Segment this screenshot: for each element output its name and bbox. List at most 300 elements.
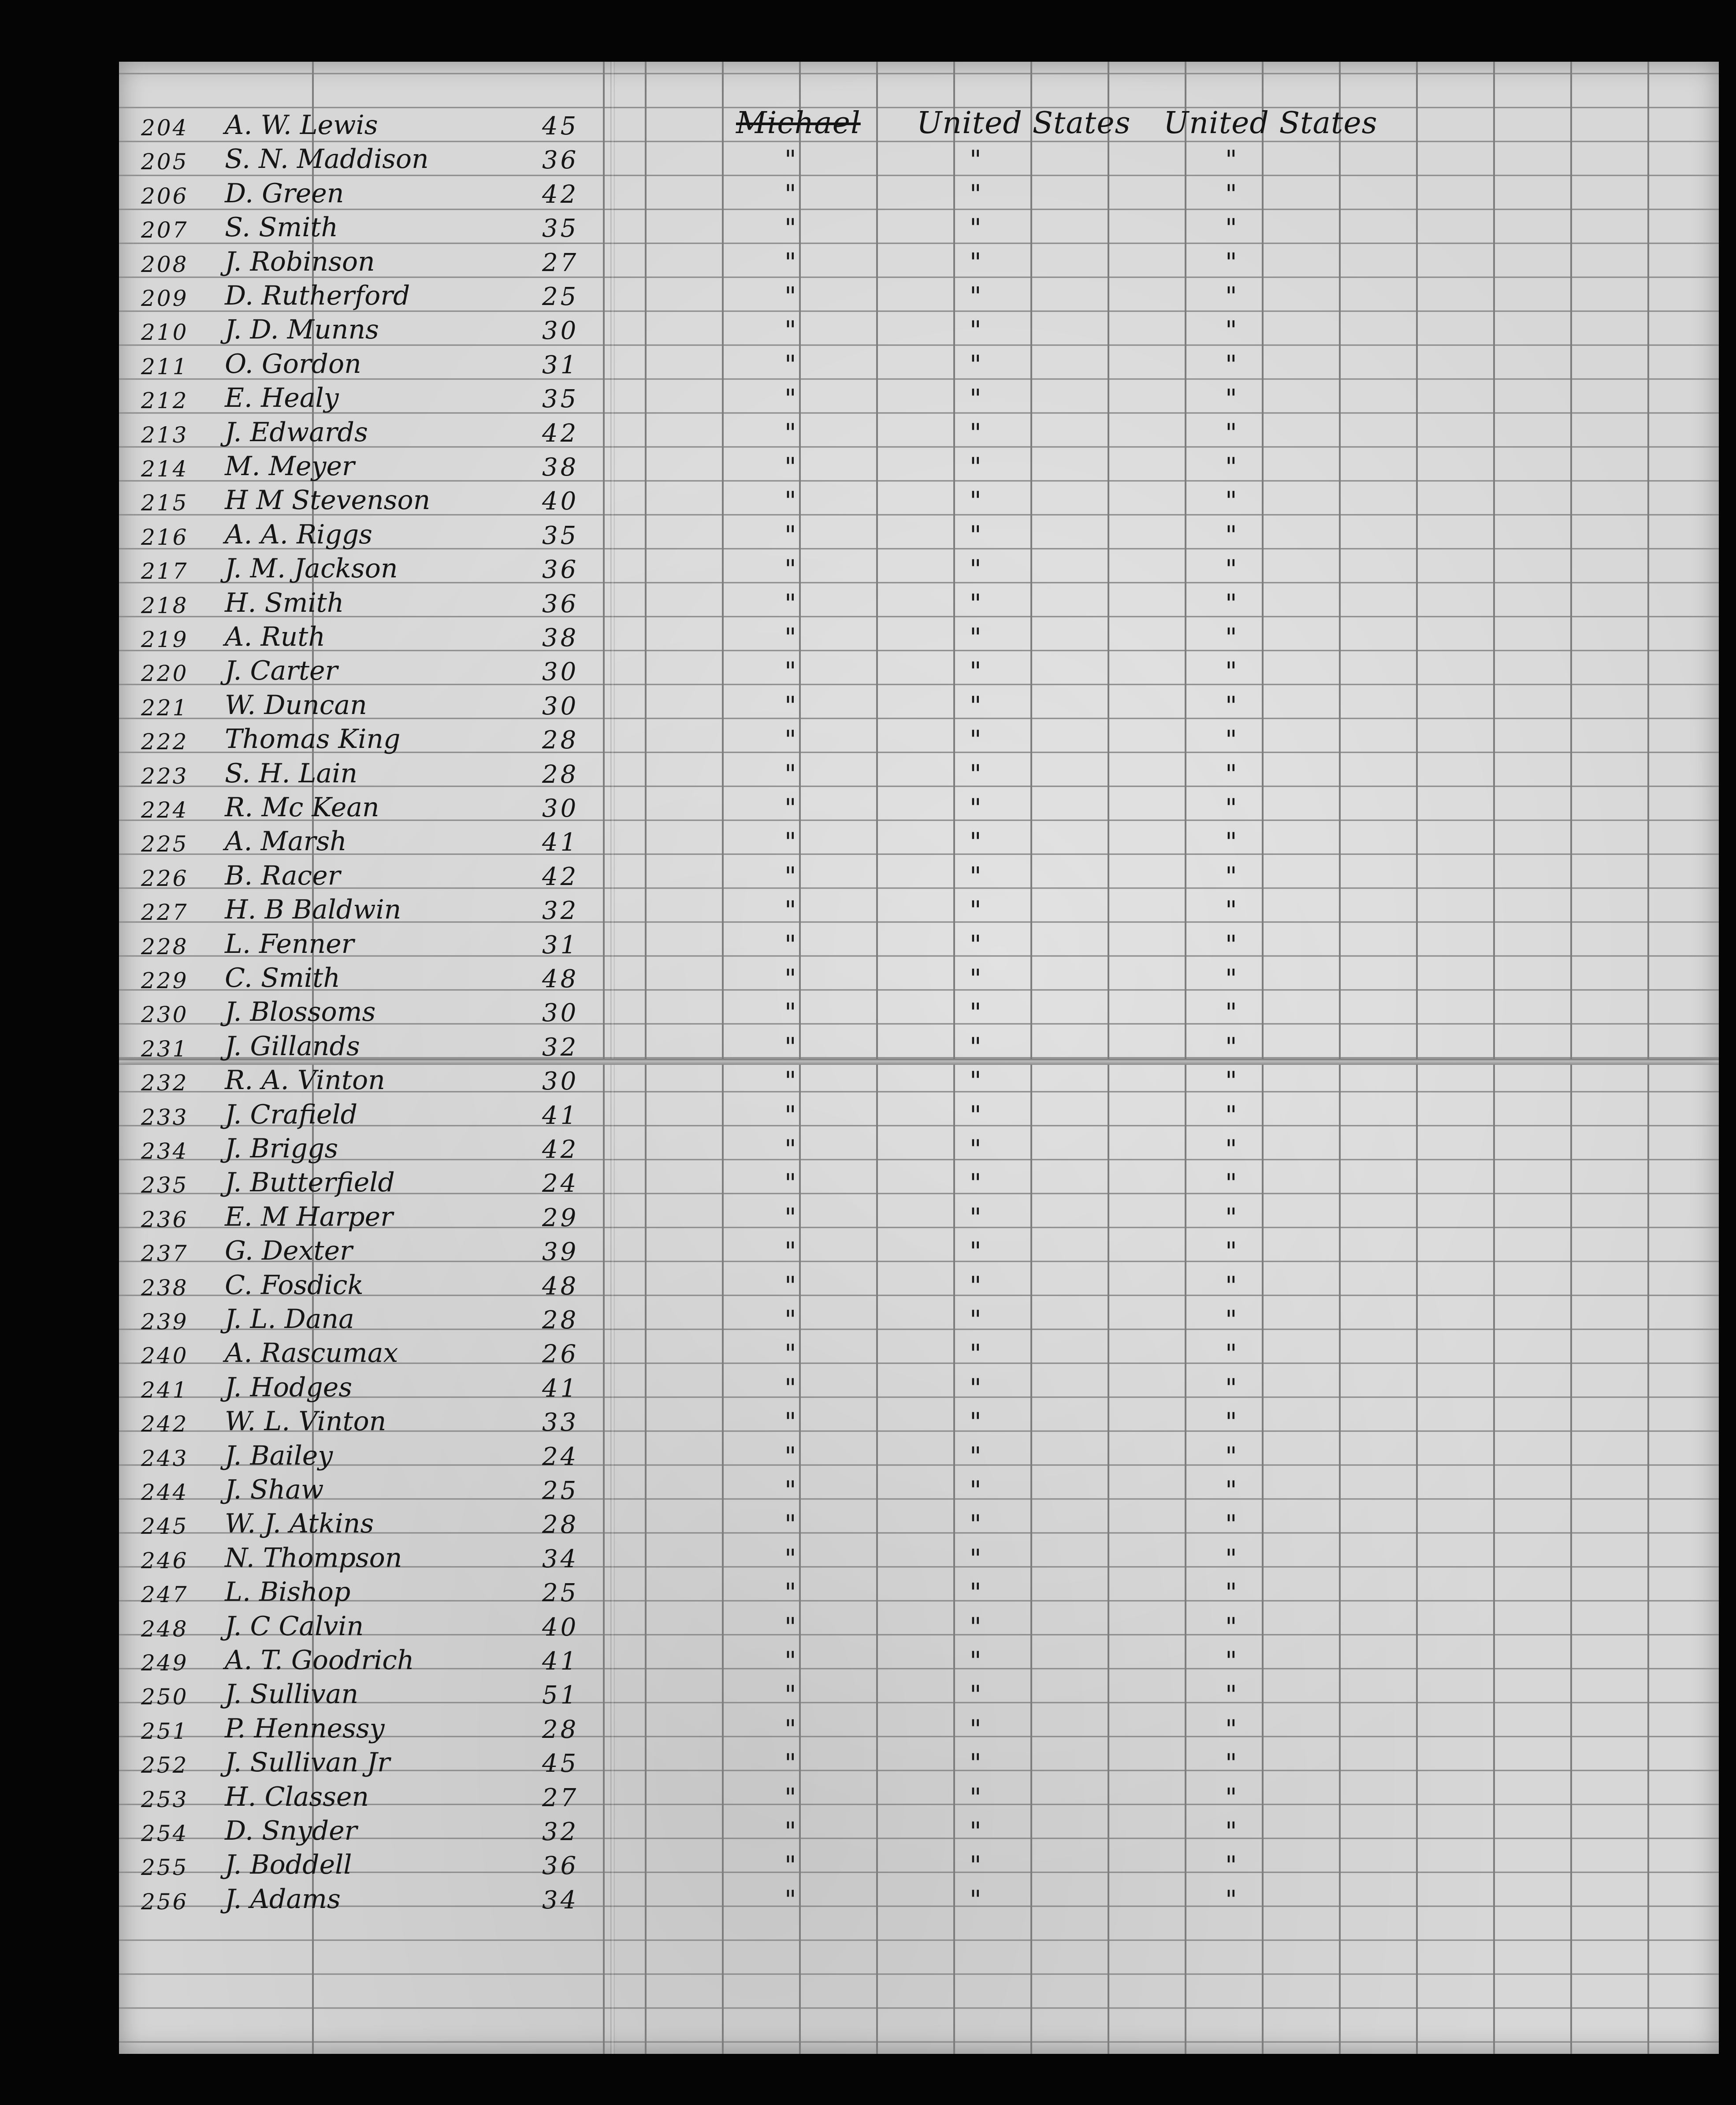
- table-row: [119, 997, 1719, 1031]
- mark-col2: ": [970, 1441, 981, 1471]
- mark-col1: ": [784, 179, 796, 209]
- mark-col1: ": [784, 1236, 796, 1267]
- mark-col2: ": [970, 725, 981, 755]
- row-number: 245: [141, 1514, 189, 1540]
- ledger-page: [119, 62, 1719, 2054]
- row-number: 225: [141, 831, 189, 857]
- person-name: R. A. Vinton: [225, 1065, 385, 1096]
- mark-col1: ": [784, 656, 796, 687]
- table-row: [119, 212, 1719, 246]
- person-age: 48: [542, 1272, 579, 1301]
- row-number: 230: [141, 1002, 189, 1028]
- table-row: [119, 281, 1719, 315]
- person-name: D. Snyder: [225, 1815, 357, 1846]
- person-age: 30: [542, 692, 579, 721]
- person-name: J. Sullivan: [225, 1679, 359, 1710]
- mark-col2: ": [970, 1646, 981, 1676]
- table-row: [119, 1304, 1719, 1338]
- mark-col3: ": [1225, 1646, 1237, 1676]
- person-name: E. M Harper: [225, 1201, 393, 1232]
- person-age: 28: [542, 1715, 579, 1744]
- table-row: [119, 1202, 1719, 1236]
- person-name: W. L. Vinton: [225, 1406, 387, 1437]
- person-name: A. W. Lewis: [225, 110, 378, 141]
- row-number: 254: [141, 1821, 189, 1846]
- person-name: S. N. Maddison: [225, 144, 429, 175]
- table-row: [119, 792, 1719, 826]
- mark-col3: ": [1225, 1509, 1237, 1540]
- row-number: 215: [141, 490, 189, 516]
- table-row: [119, 1168, 1719, 1201]
- mark-col3: ": [1225, 1270, 1237, 1301]
- person-name: J. Blossoms: [225, 997, 376, 1028]
- mark-col1: ": [784, 622, 796, 652]
- mark-col3: ": [1225, 1884, 1237, 1915]
- mark-col1: ": [784, 725, 796, 755]
- mark-col3: ": [1225, 1305, 1237, 1335]
- mark-col2: ": [970, 315, 981, 346]
- person-age: 31: [542, 350, 579, 379]
- mark-col3: ": [1225, 145, 1237, 175]
- mark-col2: ": [970, 588, 981, 618]
- mark-col2: ": [970, 1202, 981, 1232]
- person-age: 45: [542, 112, 579, 141]
- person-age: 30: [542, 999, 579, 1028]
- mark-col1: ": [784, 929, 796, 960]
- mark-col3: ": [1225, 247, 1237, 277]
- row-number: 206: [141, 183, 189, 209]
- mark-col2: ": [970, 145, 981, 175]
- mark-col1: ": [784, 1031, 796, 1062]
- table-row: [119, 588, 1719, 622]
- row-number: 234: [141, 1138, 189, 1164]
- row-number: 204: [141, 115, 189, 141]
- person-age: 40: [542, 1613, 579, 1642]
- mark-col2: ": [970, 1577, 981, 1608]
- person-age: 28: [542, 1510, 579, 1540]
- person-age: 41: [542, 1374, 579, 1403]
- row-number: 229: [141, 968, 189, 993]
- person-name: J. Gillands: [225, 1030, 360, 1062]
- mark-col1: ": [784, 690, 796, 721]
- mark-col3: ": [1225, 1475, 1237, 1505]
- mark-col2: ": [970, 1509, 981, 1540]
- person-name: J. Boddell: [225, 1849, 352, 1881]
- row-number: 236: [141, 1206, 189, 1232]
- person-age: 27: [542, 248, 579, 277]
- mark-col3: ": [1225, 1134, 1237, 1164]
- mark-col3: ": [1225, 1543, 1237, 1573]
- mark-col3: ": [1225, 1031, 1237, 1062]
- mark-col2: ": [970, 690, 981, 721]
- mark-col3: ": [1225, 1782, 1237, 1812]
- person-age: 42: [542, 862, 579, 891]
- table-row: [119, 179, 1719, 212]
- mark-col1: ": [784, 1714, 796, 1744]
- mark-col1: ": [784, 588, 796, 618]
- person-age: 34: [542, 1544, 579, 1573]
- mark-col2: ": [970, 383, 981, 414]
- mark-col2: ": [970, 213, 981, 243]
- table-row: [119, 1134, 1719, 1168]
- person-age: 24: [542, 1169, 579, 1198]
- table-row: [119, 1816, 1719, 1850]
- mark-col1: ": [784, 247, 796, 277]
- mark-col2: ": [970, 179, 981, 209]
- person-name: J. Robinson: [225, 246, 375, 277]
- mark-col3: ": [1225, 554, 1237, 584]
- row-number: 212: [141, 388, 189, 414]
- table-row: [119, 110, 1719, 144]
- header-col3: United States: [1164, 106, 1378, 141]
- person-age: 24: [542, 1442, 579, 1471]
- person-name: J. L. Dana: [225, 1304, 354, 1335]
- mark-col1: ": [784, 1305, 796, 1335]
- mark-col2: ": [970, 1884, 981, 1915]
- person-name: J. Shaw: [225, 1474, 324, 1505]
- row-number: 227: [141, 900, 189, 926]
- mark-col3: ": [1225, 690, 1237, 721]
- person-age: 42: [542, 180, 579, 209]
- person-name: R. Mc Kean: [225, 792, 379, 823]
- mark-col3: ": [1225, 179, 1237, 209]
- mark-col3: ": [1225, 861, 1237, 891]
- mark-col1: ": [784, 827, 796, 857]
- row-number: 216: [141, 524, 189, 550]
- table-row: [119, 383, 1719, 417]
- row-number: 242: [141, 1411, 189, 1437]
- person-name: C. Fosdick: [225, 1269, 364, 1301]
- person-name: H. Smith: [225, 587, 344, 618]
- row-number: 249: [141, 1650, 189, 1676]
- person-name: P. Hennessy: [225, 1713, 385, 1744]
- table-row: [119, 315, 1719, 349]
- mark-col1: ": [784, 1611, 796, 1642]
- person-name: A. A. Riggs: [225, 519, 372, 550]
- person-name: O. Gordon: [225, 348, 361, 379]
- mark-col3: ": [1225, 315, 1237, 346]
- person-name: S. H. Lain: [225, 758, 358, 789]
- row-number: 205: [141, 149, 189, 175]
- row-number: 222: [141, 729, 189, 755]
- table-row: [119, 1270, 1719, 1304]
- mark-col3: ": [1225, 895, 1237, 926]
- row-number: 256: [141, 1889, 189, 1915]
- person-name: L. Fenner: [225, 928, 354, 960]
- row-number: 248: [141, 1616, 189, 1642]
- mark-col2: ": [970, 486, 981, 516]
- mark-col1: ": [784, 1577, 796, 1608]
- table-row: [119, 861, 1719, 895]
- mark-col2: ": [970, 793, 981, 823]
- table-row: [119, 1509, 1719, 1543]
- row-number: 238: [141, 1275, 189, 1301]
- person-age: 29: [542, 1203, 579, 1232]
- mark-col2: ": [970, 554, 981, 584]
- mark-col1: ": [784, 1884, 796, 1915]
- mark-col3: ": [1225, 1748, 1237, 1778]
- row-number: 211: [141, 353, 189, 379]
- person-name: J. Butterfield: [225, 1167, 395, 1198]
- mark-col1: ": [784, 1816, 796, 1846]
- person-name: E. Healy: [225, 383, 339, 414]
- person-name: J. D. Munns: [225, 314, 379, 346]
- person-name: H. B Baldwin: [225, 894, 401, 926]
- row-number: 209: [141, 286, 189, 311]
- person-age: 41: [542, 1647, 579, 1676]
- table-row: [119, 554, 1719, 588]
- table-row: [119, 451, 1719, 485]
- mark-col3: ": [1225, 1680, 1237, 1710]
- mark-col1: ": [784, 145, 796, 175]
- table-row: [119, 724, 1719, 758]
- row-number: 243: [141, 1445, 189, 1471]
- row-number: 240: [141, 1343, 189, 1369]
- mark-col2: ": [970, 1339, 981, 1369]
- row-number: 224: [141, 797, 189, 823]
- person-name: W. Duncan: [225, 689, 367, 721]
- mark-col3: ": [1225, 1066, 1237, 1096]
- mark-col1: ": [784, 315, 796, 346]
- mark-col2: ": [970, 1782, 981, 1812]
- row-number: 231: [141, 1036, 189, 1062]
- table-row: [119, 622, 1719, 656]
- mark-col3: ": [1225, 725, 1237, 755]
- mark-col3: ": [1225, 588, 1237, 618]
- table-row: [119, 1406, 1719, 1440]
- mark-col2: ": [970, 1100, 981, 1130]
- person-age: 32: [542, 1033, 579, 1062]
- mark-col2: ": [970, 622, 981, 652]
- mark-col2: ": [970, 1066, 981, 1096]
- person-age: 32: [542, 896, 579, 926]
- person-age: 28: [542, 726, 579, 755]
- mark-col3: ": [1225, 827, 1237, 857]
- mark-col2: ": [970, 1372, 981, 1403]
- mark-col1: ": [784, 1168, 796, 1198]
- person-age: 35: [542, 521, 579, 550]
- person-age: 30: [542, 794, 579, 823]
- row-number: 253: [141, 1786, 189, 1812]
- mark-col3: ": [1225, 452, 1237, 482]
- person-name: A. Marsh: [225, 826, 347, 857]
- row-number: 239: [141, 1309, 189, 1335]
- mark-col2: ": [970, 281, 981, 311]
- row-number: 223: [141, 763, 189, 789]
- person-name: A. Rascumax: [225, 1338, 398, 1369]
- mark-col2: ": [970, 997, 981, 1028]
- table-row: [119, 656, 1719, 690]
- mark-col1: ": [784, 997, 796, 1028]
- table-row: [119, 1645, 1719, 1679]
- mark-col3: ": [1225, 963, 1237, 993]
- mark-col1: ": [784, 213, 796, 243]
- person-age: 30: [542, 316, 579, 346]
- person-age: 35: [542, 385, 579, 414]
- mark-col1: ": [784, 1543, 796, 1573]
- table-row: [119, 485, 1719, 519]
- mark-col3: ": [1225, 1100, 1237, 1130]
- table-row: [119, 349, 1719, 383]
- mark-col2: ": [970, 759, 981, 789]
- person-age: 36: [542, 589, 579, 618]
- mark-col3: ": [1225, 417, 1237, 448]
- person-name: G. Dexter: [225, 1235, 353, 1267]
- person-name: J. M. Jackson: [225, 553, 398, 584]
- mark-col2: ": [970, 1407, 981, 1437]
- mark-col1: ": [784, 1066, 796, 1096]
- mark-col1: ": [784, 1441, 796, 1471]
- mark-col3: ": [1225, 486, 1237, 516]
- mark-col2: ": [970, 827, 981, 857]
- person-name: C. Smith: [225, 963, 340, 993]
- table-row: [119, 1100, 1719, 1134]
- mark-col1: ": [784, 1407, 796, 1437]
- mark-col2: ": [970, 1850, 981, 1881]
- mark-col1: ": [784, 963, 796, 993]
- person-age: 31: [542, 930, 579, 960]
- table-row: [119, 1338, 1719, 1372]
- person-age: 25: [542, 1579, 579, 1608]
- mark-col1: ": [784, 1850, 796, 1881]
- mark-col2: ": [970, 1236, 981, 1267]
- person-age: 36: [542, 1852, 579, 1881]
- row-number: 210: [141, 320, 189, 346]
- person-age: 36: [542, 555, 579, 584]
- row-number: 220: [141, 661, 189, 687]
- mark-col3: ": [1225, 349, 1237, 379]
- person-age: 40: [542, 487, 579, 516]
- row-number: 207: [141, 217, 189, 243]
- person-name: J. Carter: [225, 655, 338, 687]
- person-name: J. Adams: [225, 1883, 341, 1915]
- mark-col2: ": [970, 895, 981, 926]
- row-number: 214: [141, 456, 189, 482]
- row-number: 247: [141, 1582, 189, 1608]
- person-name: W. J. Atkins: [225, 1508, 374, 1540]
- mark-col2: ": [970, 520, 981, 550]
- person-age: 38: [542, 453, 579, 482]
- mark-col1: ": [784, 281, 796, 311]
- mark-col2: ": [970, 247, 981, 277]
- person-age: 33: [542, 1408, 579, 1437]
- mark-col3: ": [1225, 1816, 1237, 1846]
- table-row: [119, 759, 1719, 792]
- person-name: N. Thompson: [225, 1542, 402, 1573]
- person-age: 27: [542, 1783, 579, 1812]
- person-name: A. Ruth: [225, 621, 326, 652]
- table-row: [119, 1441, 1719, 1475]
- table-row: [119, 1884, 1719, 1918]
- person-name: Thomas King: [225, 724, 401, 755]
- person-age: 26: [542, 1340, 579, 1369]
- person-name: M. Meyer: [225, 451, 355, 482]
- row-number: 221: [141, 695, 189, 721]
- table-row: [119, 1611, 1719, 1645]
- table-row: [119, 1850, 1719, 1884]
- person-name: J. C Calvin: [225, 1610, 364, 1642]
- row-number: 219: [141, 627, 189, 652]
- mark-col3: ": [1225, 1611, 1237, 1642]
- mark-col3: ": [1225, 1577, 1237, 1608]
- mark-col1: ": [784, 895, 796, 926]
- mark-col3: ": [1225, 1850, 1237, 1881]
- row-number: 233: [141, 1104, 189, 1130]
- person-name: B. Racer: [225, 860, 341, 891]
- mark-col2: ": [970, 1611, 981, 1642]
- mark-col3: ": [1225, 759, 1237, 789]
- mark-col3: ": [1225, 929, 1237, 960]
- mark-col1: ": [784, 1134, 796, 1164]
- mark-col1: ": [784, 554, 796, 584]
- row-number: 244: [141, 1480, 189, 1505]
- mark-col2: ": [970, 452, 981, 482]
- mark-col1: ": [784, 486, 796, 516]
- row-number: 252: [141, 1752, 189, 1778]
- table-row: [119, 1714, 1719, 1748]
- person-age: 34: [542, 1886, 579, 1915]
- person-name: S. Smith: [225, 212, 338, 243]
- mark-col2: ": [970, 1134, 981, 1164]
- person-age: 42: [542, 1135, 579, 1164]
- table-row: [119, 690, 1719, 724]
- person-age: 41: [542, 1101, 579, 1130]
- header-col2: United States: [917, 106, 1131, 141]
- person-age: 35: [542, 214, 579, 243]
- mark-col3: ": [1225, 622, 1237, 652]
- mark-col2: ": [970, 1305, 981, 1335]
- mark-col1: ": [784, 417, 796, 448]
- mark-col2: ": [970, 1168, 981, 1198]
- table-row: [119, 929, 1719, 963]
- mark-col3: ": [1225, 520, 1237, 550]
- table-row: [119, 1748, 1719, 1781]
- mark-col2: ": [970, 1543, 981, 1573]
- person-name: H M Stevenson: [225, 485, 431, 516]
- table-row: [119, 826, 1719, 860]
- table-row: [119, 1475, 1719, 1509]
- table-row: [119, 1543, 1719, 1577]
- person-age: 45: [542, 1749, 579, 1778]
- mark-col2: ": [970, 1714, 981, 1744]
- row-number: 255: [141, 1855, 189, 1881]
- mark-col1: ": [784, 452, 796, 482]
- mark-col1: ": [784, 1748, 796, 1778]
- mark-col1: ": [784, 349, 796, 379]
- mark-col2: ": [970, 656, 981, 687]
- mark-col3: ": [1225, 1339, 1237, 1369]
- mark-col3: ": [1225, 1407, 1237, 1437]
- mark-col2: ": [970, 1748, 981, 1778]
- table-row: [119, 144, 1719, 178]
- mark-col1: ": [784, 1646, 796, 1676]
- table-row: [119, 1782, 1719, 1816]
- table-row: [119, 895, 1719, 929]
- person-age: 28: [542, 760, 579, 789]
- person-name: J. Crafield: [225, 1099, 358, 1130]
- table-row: [119, 1236, 1719, 1270]
- mark-col3: ": [1225, 1202, 1237, 1232]
- person-name: J. Edwards: [225, 417, 368, 448]
- person-name: L. Bishop: [225, 1577, 351, 1608]
- person-name: J. Bailey: [225, 1440, 333, 1471]
- mark-col1: ": [784, 1339, 796, 1369]
- row-number: 226: [141, 865, 189, 891]
- row-number: 246: [141, 1547, 189, 1573]
- row-number: 250: [141, 1684, 189, 1710]
- mark-col3: ": [1225, 1236, 1237, 1267]
- mark-col1: ": [784, 861, 796, 891]
